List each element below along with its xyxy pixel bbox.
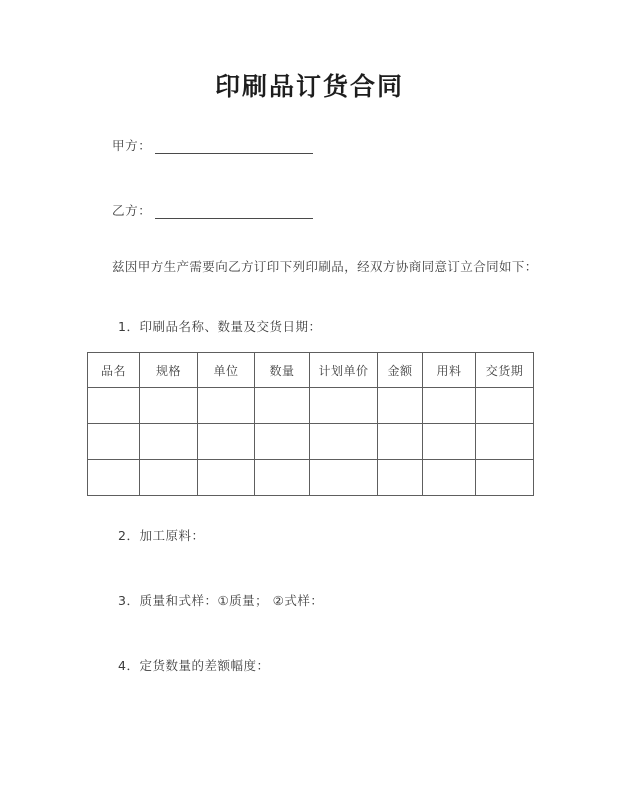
table-header-cell: 品名 <box>88 353 140 388</box>
table-cell[interactable] <box>378 460 423 496</box>
party-b-blank-line[interactable] <box>155 204 313 219</box>
table-cell[interactable] <box>198 388 255 424</box>
table-cell[interactable] <box>140 388 198 424</box>
table-cell[interactable] <box>310 388 378 424</box>
table-cell[interactable] <box>140 424 198 460</box>
table-cell[interactable] <box>140 460 198 496</box>
table-cell[interactable] <box>423 460 476 496</box>
table-header-cell: 计划单价 <box>310 353 378 388</box>
party-a-row <box>112 138 313 154</box>
intro-paragraph: 兹因甲方生产需要向乙方订印下列印刷品，经双方协商同意订立合同如下： <box>112 259 538 274</box>
table-cell[interactable] <box>310 424 378 460</box>
table-row <box>88 460 534 496</box>
table-cell[interactable] <box>255 388 310 424</box>
table-header-cell: 用料 <box>423 353 476 388</box>
table-header-cell: 数量 <box>255 353 310 388</box>
table-cell[interactable] <box>88 388 140 424</box>
table-header-cell: 单位 <box>198 353 255 388</box>
table-header-cell: 交货期 <box>476 353 534 388</box>
table-header-cell: 规格 <box>140 353 198 388</box>
clause-item-1: 1．印刷品名称、数量及交货日期： <box>118 319 322 334</box>
page-title: 印刷品订货合同 <box>214 72 404 101</box>
party-a-blank-line[interactable] <box>155 139 313 154</box>
table-cell[interactable] <box>198 424 255 460</box>
table-cell[interactable] <box>255 424 310 460</box>
table-cell[interactable] <box>476 388 534 424</box>
party-b-row <box>112 203 313 219</box>
table-cell[interactable] <box>88 460 140 496</box>
table-cell[interactable] <box>378 388 423 424</box>
goods-table-container <box>87 352 533 496</box>
table-cell[interactable] <box>476 424 534 460</box>
table-cell[interactable] <box>88 424 140 460</box>
table-cell[interactable] <box>476 460 534 496</box>
party-b-label: 乙方： <box>112 203 152 218</box>
table-row <box>88 424 534 460</box>
table-cell[interactable] <box>378 424 423 460</box>
table-header-row <box>88 353 534 388</box>
clause-item-2: 2．加工原料： <box>118 528 205 543</box>
table-header-cell: 金额 <box>378 353 423 388</box>
table-cell[interactable] <box>198 460 255 496</box>
table-cell[interactable] <box>255 460 310 496</box>
clause-item-4: 4．定货数量的差额幅度： <box>118 658 270 673</box>
table-row <box>88 388 534 424</box>
clause-item-3: 3．质量和式样：①质量； ②式样： <box>118 593 324 608</box>
party-a-label: 甲方： <box>112 138 152 153</box>
goods-table <box>87 352 534 496</box>
table-cell[interactable] <box>423 424 476 460</box>
table-cell[interactable] <box>423 388 476 424</box>
table-cell[interactable] <box>310 460 378 496</box>
